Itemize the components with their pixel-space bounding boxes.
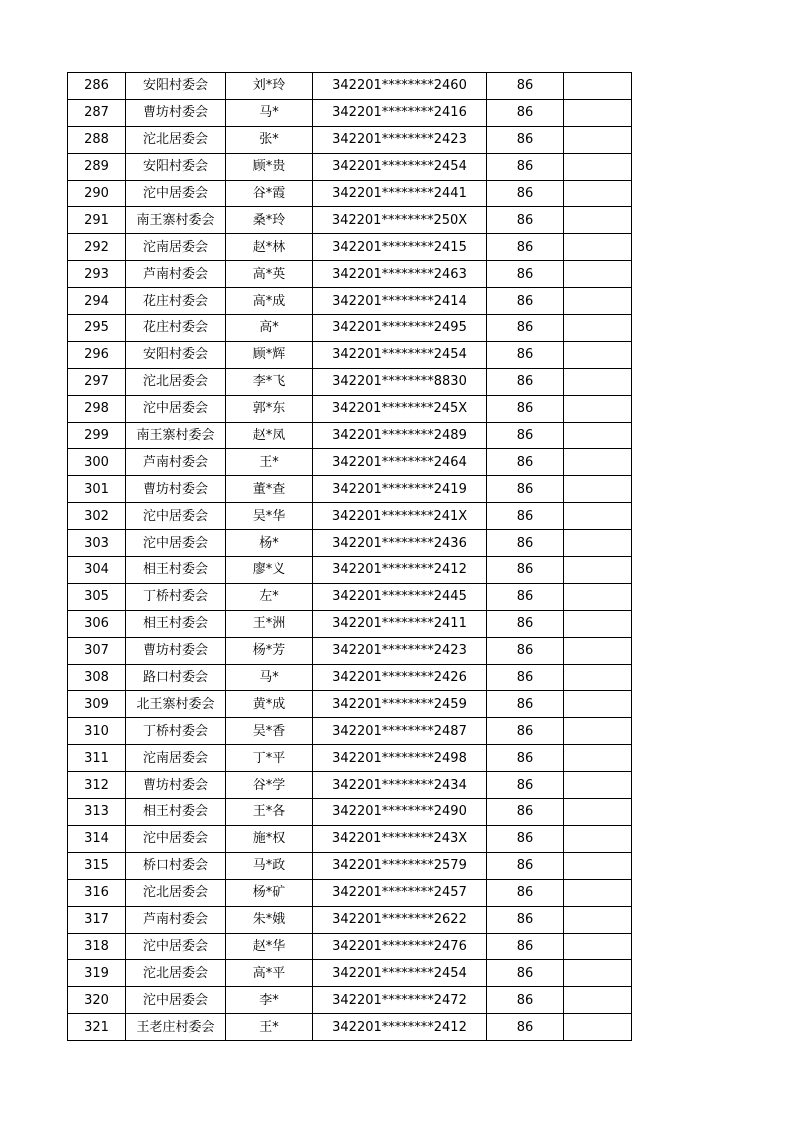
organization-cell: 曹坊村委会 xyxy=(126,637,226,664)
id-number-cell: 342201********2423 xyxy=(313,637,487,664)
id-number-cell: 342201********243X xyxy=(313,825,487,852)
row-number: 295 xyxy=(68,315,126,342)
id-number-cell: 342201********2498 xyxy=(313,745,487,772)
table-row xyxy=(68,530,632,557)
id-number-cell: 342201********2416 xyxy=(313,99,487,126)
id-number-cell: 342201********2459 xyxy=(313,691,487,718)
table-row xyxy=(68,180,632,207)
organization-cell: 相王村委会 xyxy=(126,610,226,637)
id-number-cell: 342201********2495 xyxy=(313,315,487,342)
remarks-cell xyxy=(564,449,632,476)
organization-cell: 安阳村委会 xyxy=(126,73,226,100)
score-cell: 86 xyxy=(487,180,564,207)
remarks-cell xyxy=(564,234,632,261)
score-cell: 86 xyxy=(487,368,564,395)
table-row xyxy=(68,852,632,879)
row-number: 292 xyxy=(68,234,126,261)
score-cell: 86 xyxy=(487,341,564,368)
roster-table xyxy=(67,72,632,1041)
row-number: 303 xyxy=(68,530,126,557)
table-row xyxy=(68,933,632,960)
id-number-cell: 342201********2457 xyxy=(313,879,487,906)
table-row xyxy=(68,583,632,610)
organization-cell: 南王寨村委会 xyxy=(126,422,226,449)
organization-cell: 沱北居委会 xyxy=(126,879,226,906)
id-number-cell: 342201********2414 xyxy=(313,288,487,315)
id-number-cell: 342201********2472 xyxy=(313,987,487,1014)
remarks-cell xyxy=(564,476,632,503)
remarks-cell xyxy=(564,126,632,153)
remarks-cell xyxy=(564,637,632,664)
id-number-cell: 342201********2463 xyxy=(313,261,487,288)
score-cell: 86 xyxy=(487,261,564,288)
row-number: 312 xyxy=(68,772,126,799)
row-number: 299 xyxy=(68,422,126,449)
row-number: 296 xyxy=(68,341,126,368)
remarks-cell xyxy=(564,261,632,288)
person-name-cell: 吴*香 xyxy=(226,718,313,745)
row-number: 307 xyxy=(68,637,126,664)
score-cell: 86 xyxy=(487,315,564,342)
score-cell: 86 xyxy=(487,207,564,234)
person-name-cell: 杨* xyxy=(226,530,313,557)
id-number-cell: 342201********2460 xyxy=(313,73,487,100)
organization-cell: 相王村委会 xyxy=(126,799,226,826)
score-cell: 86 xyxy=(487,825,564,852)
person-name-cell: 马* xyxy=(226,664,313,691)
organization-cell: 花庄村委会 xyxy=(126,288,226,315)
person-name-cell: 王*洲 xyxy=(226,610,313,637)
row-number: 305 xyxy=(68,583,126,610)
row-number: 315 xyxy=(68,852,126,879)
score-cell: 86 xyxy=(487,557,564,584)
score-cell: 86 xyxy=(487,664,564,691)
organization-cell: 相王村委会 xyxy=(126,557,226,584)
organization-cell: 丁桥村委会 xyxy=(126,718,226,745)
table-row xyxy=(68,637,632,664)
person-name-cell: 顾*辉 xyxy=(226,341,313,368)
id-number-cell: 342201********2412 xyxy=(313,557,487,584)
score-cell: 86 xyxy=(487,1014,564,1041)
table-row xyxy=(68,664,632,691)
score-cell: 86 xyxy=(487,395,564,422)
person-name-cell: 马*政 xyxy=(226,852,313,879)
remarks-cell xyxy=(564,99,632,126)
person-name-cell: 高* xyxy=(226,315,313,342)
person-name-cell: 谷*霞 xyxy=(226,180,313,207)
id-number-cell: 342201********2579 xyxy=(313,852,487,879)
row-number: 301 xyxy=(68,476,126,503)
table-row xyxy=(68,745,632,772)
person-name-cell: 朱*娥 xyxy=(226,906,313,933)
row-number: 313 xyxy=(68,799,126,826)
id-number-cell: 342201********2423 xyxy=(313,126,487,153)
organization-cell: 桥口村委会 xyxy=(126,852,226,879)
organization-cell: 沱中居委会 xyxy=(126,180,226,207)
organization-cell: 沱南居委会 xyxy=(126,234,226,261)
person-name-cell: 刘*玲 xyxy=(226,73,313,100)
table-row xyxy=(68,395,632,422)
table-row xyxy=(68,341,632,368)
score-cell: 86 xyxy=(487,234,564,261)
table-row xyxy=(68,261,632,288)
organization-cell: 曹坊村委会 xyxy=(126,476,226,503)
remarks-cell xyxy=(564,422,632,449)
person-name-cell: 谷*学 xyxy=(226,772,313,799)
row-number: 319 xyxy=(68,960,126,987)
id-number-cell: 342201********2476 xyxy=(313,933,487,960)
person-name-cell: 张* xyxy=(226,126,313,153)
organization-cell: 南王寨村委会 xyxy=(126,207,226,234)
row-number: 311 xyxy=(68,745,126,772)
person-name-cell: 桑*玲 xyxy=(226,207,313,234)
remarks-cell xyxy=(564,395,632,422)
score-cell: 86 xyxy=(487,153,564,180)
organization-cell: 沱中居委会 xyxy=(126,395,226,422)
id-number-cell: 342201********2434 xyxy=(313,772,487,799)
table-row xyxy=(68,879,632,906)
remarks-cell xyxy=(564,288,632,315)
row-number: 290 xyxy=(68,180,126,207)
person-name-cell: 李*飞 xyxy=(226,368,313,395)
score-cell: 86 xyxy=(487,503,564,530)
row-number: 321 xyxy=(68,1014,126,1041)
organization-cell: 芦南村委会 xyxy=(126,906,226,933)
table-row xyxy=(68,557,632,584)
row-number: 300 xyxy=(68,449,126,476)
score-cell: 86 xyxy=(487,987,564,1014)
remarks-cell xyxy=(564,691,632,718)
remarks-cell xyxy=(564,987,632,1014)
table-row xyxy=(68,610,632,637)
remarks-cell xyxy=(564,73,632,100)
organization-cell: 沱北居委会 xyxy=(126,960,226,987)
score-cell: 86 xyxy=(487,422,564,449)
row-number: 291 xyxy=(68,207,126,234)
organization-cell: 沱北居委会 xyxy=(126,126,226,153)
id-number-cell: 342201********2622 xyxy=(313,906,487,933)
row-number: 297 xyxy=(68,368,126,395)
id-number-cell: 342201********2490 xyxy=(313,799,487,826)
score-cell: 86 xyxy=(487,906,564,933)
row-number: 294 xyxy=(68,288,126,315)
remarks-cell xyxy=(564,207,632,234)
remarks-cell xyxy=(564,825,632,852)
score-cell: 86 xyxy=(487,852,564,879)
person-name-cell: 吴*华 xyxy=(226,503,313,530)
score-cell: 86 xyxy=(487,476,564,503)
table-row xyxy=(68,691,632,718)
remarks-cell xyxy=(564,315,632,342)
remarks-cell xyxy=(564,153,632,180)
table-row xyxy=(68,153,632,180)
id-number-cell: 342201********2412 xyxy=(313,1014,487,1041)
id-number-cell: 342201********2415 xyxy=(313,234,487,261)
row-number: 309 xyxy=(68,691,126,718)
person-name-cell: 杨*芳 xyxy=(226,637,313,664)
score-cell: 86 xyxy=(487,772,564,799)
organization-cell: 北王寨村委会 xyxy=(126,691,226,718)
person-name-cell: 顾*贵 xyxy=(226,153,313,180)
remarks-cell xyxy=(564,610,632,637)
organization-cell: 沱中居委会 xyxy=(126,933,226,960)
score-cell: 86 xyxy=(487,99,564,126)
id-number-cell: 342201********2436 xyxy=(313,530,487,557)
table-row xyxy=(68,288,632,315)
organization-cell: 路口村委会 xyxy=(126,664,226,691)
id-number-cell: 342201********245X xyxy=(313,395,487,422)
remarks-cell xyxy=(564,180,632,207)
score-cell: 86 xyxy=(487,126,564,153)
remarks-cell xyxy=(564,933,632,960)
table-row xyxy=(68,476,632,503)
person-name-cell: 赵*华 xyxy=(226,933,313,960)
score-cell: 86 xyxy=(487,530,564,557)
id-number-cell: 342201********2487 xyxy=(313,718,487,745)
score-cell: 86 xyxy=(487,288,564,315)
score-cell: 86 xyxy=(487,610,564,637)
person-name-cell: 王*各 xyxy=(226,799,313,826)
remarks-cell xyxy=(564,503,632,530)
row-number: 302 xyxy=(68,503,126,530)
table-row xyxy=(68,368,632,395)
organization-cell: 花庄村委会 xyxy=(126,315,226,342)
person-name-cell: 丁*平 xyxy=(226,745,313,772)
table-row xyxy=(68,126,632,153)
remarks-cell xyxy=(564,745,632,772)
table-row xyxy=(68,987,632,1014)
id-number-cell: 342201********2419 xyxy=(313,476,487,503)
id-number-cell: 342201********250X xyxy=(313,207,487,234)
table-row xyxy=(68,1014,632,1041)
organization-cell: 沱南居委会 xyxy=(126,745,226,772)
remarks-cell xyxy=(564,557,632,584)
organization-cell: 丁桥村委会 xyxy=(126,583,226,610)
organization-cell: 沱中居委会 xyxy=(126,530,226,557)
row-number: 306 xyxy=(68,610,126,637)
row-number: 286 xyxy=(68,73,126,100)
person-name-cell: 黄*成 xyxy=(226,691,313,718)
remarks-cell xyxy=(564,852,632,879)
remarks-cell xyxy=(564,960,632,987)
person-name-cell: 马* xyxy=(226,99,313,126)
remarks-cell xyxy=(564,718,632,745)
person-name-cell: 董*查 xyxy=(226,476,313,503)
score-cell: 86 xyxy=(487,73,564,100)
table-row xyxy=(68,825,632,852)
table-row xyxy=(68,718,632,745)
person-name-cell: 杨*矿 xyxy=(226,879,313,906)
id-number-cell: 342201********2445 xyxy=(313,583,487,610)
score-cell: 86 xyxy=(487,960,564,987)
row-number: 318 xyxy=(68,933,126,960)
remarks-cell xyxy=(564,879,632,906)
remarks-cell xyxy=(564,799,632,826)
table-row xyxy=(68,422,632,449)
organization-cell: 安阳村委会 xyxy=(126,341,226,368)
table-row xyxy=(68,960,632,987)
table-row xyxy=(68,315,632,342)
organization-cell: 芦南村委会 xyxy=(126,449,226,476)
id-number-cell: 342201********2441 xyxy=(313,180,487,207)
row-number: 308 xyxy=(68,664,126,691)
person-name-cell: 李* xyxy=(226,987,313,1014)
remarks-cell xyxy=(564,772,632,799)
score-cell: 86 xyxy=(487,718,564,745)
person-name-cell: 高*英 xyxy=(226,261,313,288)
id-number-cell: 342201********2489 xyxy=(313,422,487,449)
remarks-cell xyxy=(564,1014,632,1041)
organization-cell: 沱中居委会 xyxy=(126,825,226,852)
table-row xyxy=(68,234,632,261)
score-cell: 86 xyxy=(487,691,564,718)
person-name-cell: 施*权 xyxy=(226,825,313,852)
remarks-cell xyxy=(564,583,632,610)
organization-cell: 芦南村委会 xyxy=(126,261,226,288)
score-cell: 86 xyxy=(487,799,564,826)
person-name-cell: 高*成 xyxy=(226,288,313,315)
remarks-cell xyxy=(564,368,632,395)
roster-table-body xyxy=(68,73,632,1041)
row-number: 316 xyxy=(68,879,126,906)
organization-cell: 安阳村委会 xyxy=(126,153,226,180)
table-row xyxy=(68,799,632,826)
row-number: 289 xyxy=(68,153,126,180)
person-name-cell: 廖*义 xyxy=(226,557,313,584)
table-row xyxy=(68,73,632,100)
score-cell: 86 xyxy=(487,583,564,610)
row-number: 304 xyxy=(68,557,126,584)
remarks-cell xyxy=(564,530,632,557)
person-name-cell: 赵*凤 xyxy=(226,422,313,449)
row-number: 293 xyxy=(68,261,126,288)
person-name-cell: 左* xyxy=(226,583,313,610)
remarks-cell xyxy=(564,906,632,933)
organization-cell: 曹坊村委会 xyxy=(126,99,226,126)
id-number-cell: 342201********2454 xyxy=(313,153,487,180)
table-row xyxy=(68,503,632,530)
table-row xyxy=(68,906,632,933)
score-cell: 86 xyxy=(487,449,564,476)
table-row xyxy=(68,449,632,476)
score-cell: 86 xyxy=(487,745,564,772)
organization-cell: 沱中居委会 xyxy=(126,503,226,530)
table-row xyxy=(68,772,632,799)
person-name-cell: 王* xyxy=(226,1014,313,1041)
score-cell: 86 xyxy=(487,637,564,664)
score-cell: 86 xyxy=(487,879,564,906)
person-name-cell: 郭*东 xyxy=(226,395,313,422)
id-number-cell: 342201********8830 xyxy=(313,368,487,395)
score-cell: 86 xyxy=(487,933,564,960)
table-row xyxy=(68,99,632,126)
person-name-cell: 赵*林 xyxy=(226,234,313,261)
id-number-cell: 342201********2454 xyxy=(313,960,487,987)
organization-cell: 沱北居委会 xyxy=(126,368,226,395)
row-number: 314 xyxy=(68,825,126,852)
table-row xyxy=(68,207,632,234)
remarks-cell xyxy=(564,664,632,691)
row-number: 288 xyxy=(68,126,126,153)
row-number: 287 xyxy=(68,99,126,126)
remarks-cell xyxy=(564,341,632,368)
row-number: 320 xyxy=(68,987,126,1014)
person-name-cell: 高*平 xyxy=(226,960,313,987)
id-number-cell: 342201********241X xyxy=(313,503,487,530)
person-name-cell: 王* xyxy=(226,449,313,476)
row-number: 310 xyxy=(68,718,126,745)
organization-cell: 曹坊村委会 xyxy=(126,772,226,799)
id-number-cell: 342201********2464 xyxy=(313,449,487,476)
id-number-cell: 342201********2426 xyxy=(313,664,487,691)
row-number: 298 xyxy=(68,395,126,422)
id-number-cell: 342201********2454 xyxy=(313,341,487,368)
row-number: 317 xyxy=(68,906,126,933)
organization-cell: 王老庄村委会 xyxy=(126,1014,226,1041)
organization-cell: 沱中居委会 xyxy=(126,987,226,1014)
id-number-cell: 342201********2411 xyxy=(313,610,487,637)
